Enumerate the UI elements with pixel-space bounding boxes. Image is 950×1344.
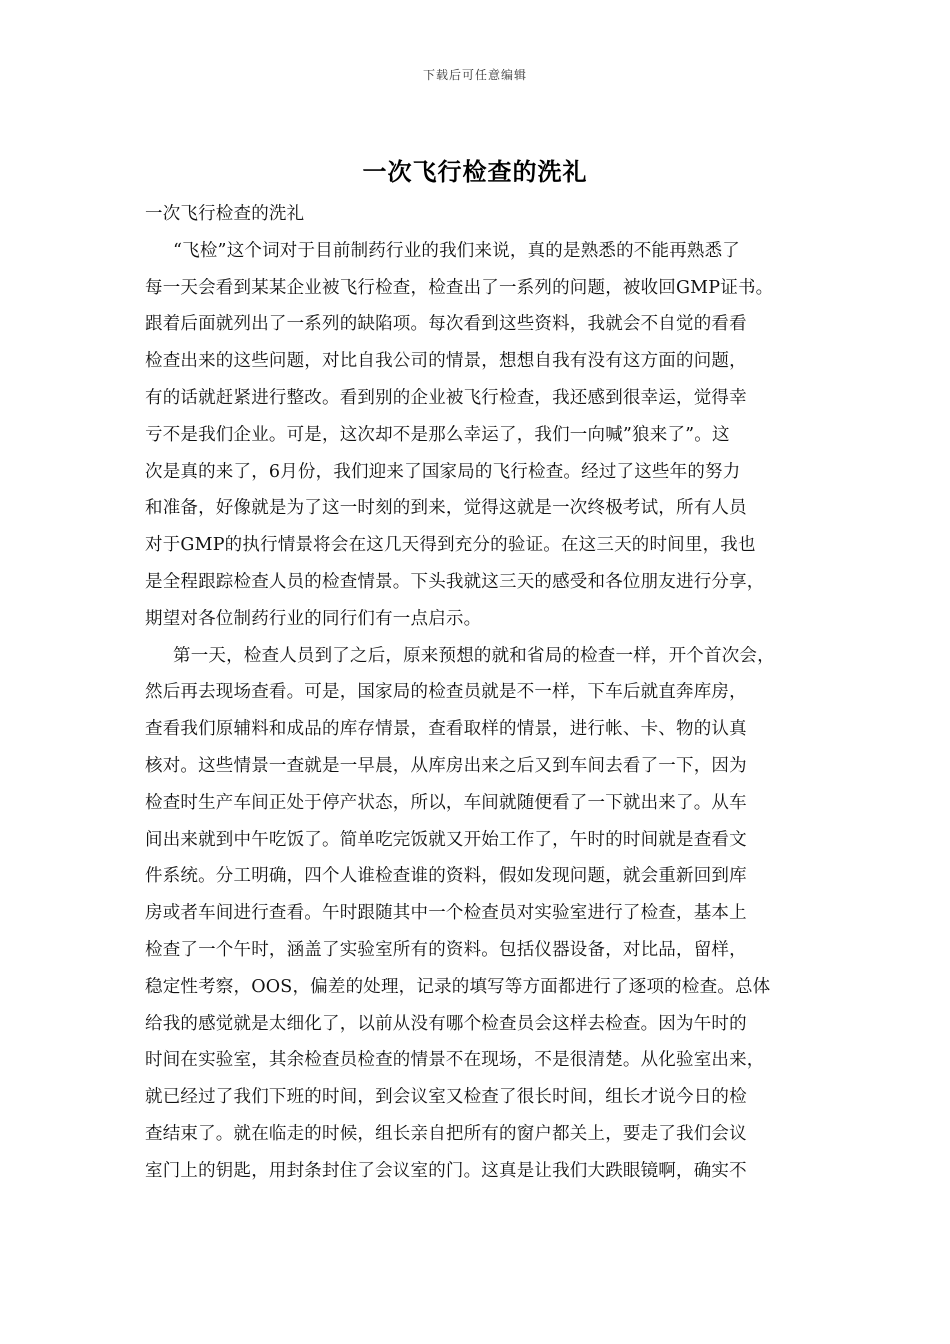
text-line: 查看我们原辅料和成品的库存情景，查看取样的情景，进行帐、卡、物的认真: [145, 719, 747, 740]
text-line: 检查了一个午时，涵盖了实验室所有的资料。包括仪器设备，对比品，留样，: [145, 939, 747, 960]
text-line: 每一天会看到某某企业被飞行检查，检查出了一系列的问题，被收回GMP证书。: [145, 277, 774, 298]
header-note: 下载后可任意编辑: [422, 68, 527, 82]
text-line: 和准备，好像就是为了这一时刻的到来，觉得这就是一次终极考试，所有人员: [145, 498, 747, 519]
text-line: 是全程跟踪检查人员的检查情景。下头我就这三天的感受和各位朋友进行分享，: [145, 571, 765, 592]
text-line: 时间在实验室，其余检查员检查的情景不在现场，不是很清楚。从化验室出来，: [145, 1050, 765, 1071]
text-line: 检查出来的这些问题，对比自我公司的情景，想想自我有没有这方面的问题，: [145, 351, 747, 372]
text-line: 一次飞行检查的洗礼: [145, 204, 305, 224]
text-line: 室门上的钥匙，用封条封住了会议室的门。这真是让我们大跌眼镜啊，确实不: [145, 1160, 747, 1181]
text-line: 就已经过了我们下班的时间，到会议室又检查了很长时间，组长才说今日的检: [145, 1087, 747, 1108]
text-line: 跟着后面就列出了一系列的缺陷项。每次看到这些资料，我就会不自觉的看看: [145, 314, 747, 335]
document-body: [145, 196, 820, 1190]
text-line: “飞检”这个词对于目前制药行业的我们来说，真的是熟悉的不能再熟悉了: [173, 240, 740, 261]
text-line: 对于GMP的执行情景将会在这几天得到充分的验证。在这三天的时间里，我也: [145, 535, 756, 556]
text-line: 第一天，检查人员到了之后，原来预想的就和省局的检查一样，开个首次会，: [173, 645, 775, 666]
document-title: 一次飞行检查的洗礼: [362, 157, 588, 186]
text-line: 有的话就赶紧进行整改。看到别的企业被飞行检查，我还感到很幸运，觉得幸: [145, 387, 747, 408]
text-line: 间出来就到中午吃饭了。简单吃完饭就又开始工作了，午时的时间就是查看文: [145, 829, 747, 850]
text-line: 稳定性考察，OOS，偏差的处理，记录的填写等方面都进行了逐项的检查。总体: [145, 976, 771, 997]
text-line: 检查时生产车间正处于停产状态，所以，车间就随便看了一下就出来了。从车: [145, 792, 747, 813]
text-line: 核对。这些情景一查就是一早晨，从库房出来之后又到车间去看了一下，因为: [145, 755, 747, 776]
text-line: 查结束了。就在临走的时候，组长亲自把所有的窗户都关上，要走了我们会议: [145, 1123, 747, 1144]
text-line: 房或者车间进行查看。午时跟随其中一个检查员对实验室进行了检查，基本上: [145, 903, 747, 924]
text-line: 亏不是我们企业。可是，这次却不是那么幸运了，我们一向喊”狼来了”。这: [145, 424, 730, 445]
text-line: 次是真的来了，6月份，我们迎来了国家局的飞行检查。经过了这些年的努力: [145, 461, 741, 482]
text-line: 然后再去现场查看。可是，国家局的检查员就是不一样，下车后就直奔库房，: [145, 682, 747, 703]
text-line: 件系统。分工明确，四个人谁检查谁的资料，假如发现问题，就会重新回到库: [145, 866, 747, 887]
text-line: 期望对各位制药行业的同行们有一点启示。: [145, 608, 482, 629]
text-line: 给我的感觉就是太细化了，以前从没有哪个检查员会这样去检查。因为午时的: [145, 1013, 747, 1034]
